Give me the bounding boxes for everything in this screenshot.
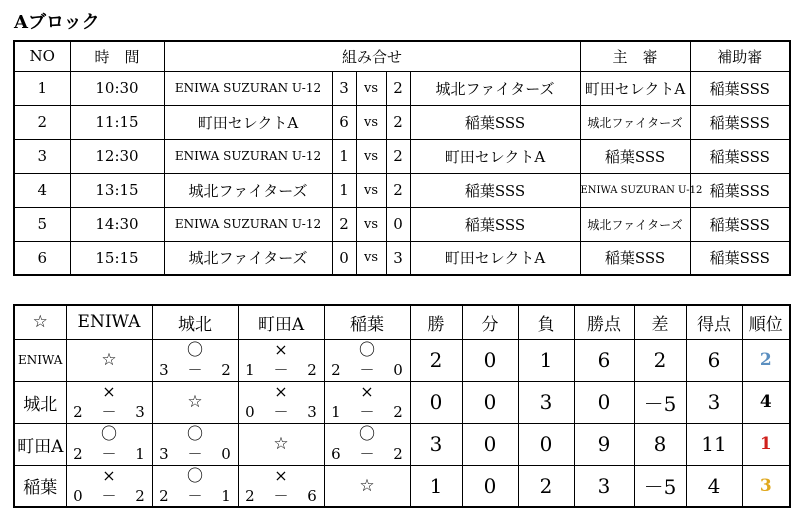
score-dash: － [359, 445, 375, 463]
away-team: 稲葉SSS [410, 173, 580, 207]
match-time: 12:30 [70, 139, 164, 173]
score-left: 2 [73, 403, 83, 421]
points: 9 [574, 423, 634, 465]
team-label: 町田A [14, 423, 66, 465]
standings-header-cell: 町田A [238, 305, 324, 339]
head-to-head-result [152, 339, 238, 381]
result-score [153, 362, 238, 378]
match-no: 5 [14, 207, 70, 241]
draws: 0 [462, 381, 518, 423]
home-team: 城北ファイターズ [164, 241, 332, 275]
win-mark-icon: 〇 [100, 424, 117, 443]
vs-label: vs [356, 173, 386, 207]
goal-diff: －5 [634, 465, 686, 507]
goals-for: 4 [686, 465, 742, 507]
score-right: 0 [221, 445, 231, 463]
referee: 城北ファイターズ [580, 105, 690, 139]
score-right: 3 [135, 403, 145, 421]
wins: 2 [410, 339, 462, 381]
head-to-head-result [324, 423, 410, 465]
result-score [239, 488, 324, 504]
goal-diff: 2 [634, 339, 686, 381]
points: 6 [574, 339, 634, 381]
self-match-cell: ☆ [152, 381, 238, 423]
standings-header-cell: ENIWA [66, 305, 152, 339]
result-score [67, 446, 152, 462]
assistant-referee: 稲葉SSS [690, 241, 790, 275]
score-right: 1 [221, 486, 231, 505]
home-score: 2 [332, 207, 356, 241]
score-right: 2 [393, 445, 403, 463]
away-score: 2 [386, 173, 410, 207]
assistant-referee: 稲葉SSS [690, 139, 790, 173]
match-no: 3 [14, 139, 70, 173]
score-dash: － [359, 361, 375, 379]
self-match-cell: ☆ [66, 339, 152, 381]
loss-mark-icon: × [102, 382, 116, 401]
score-dash: － [273, 361, 289, 379]
rank: 4 [742, 381, 790, 423]
score-left: 6 [331, 445, 341, 463]
referee: ENIWA SUZURAN U-12 [580, 173, 690, 207]
header-no: NO [14, 41, 70, 71]
win-mark-icon: 〇 [358, 424, 375, 443]
score-left: 0 [73, 486, 83, 505]
referee: 町田セレクトA [580, 71, 690, 105]
away-score: 2 [386, 139, 410, 173]
score-right: 2 [135, 486, 145, 505]
standings-header-cell: 稲葉 [324, 305, 410, 339]
match-no: 4 [14, 173, 70, 207]
score-right: 1 [135, 445, 145, 463]
goals-for: 6 [686, 339, 742, 381]
standings-header-cell: 順位 [742, 305, 790, 339]
score-left: 0 [245, 403, 255, 421]
loss-mark-icon: × [360, 382, 374, 401]
away-team: 町田セレクトA [410, 139, 580, 173]
away-team: 町田セレクトA [410, 241, 580, 275]
away-team: 稲葉SSS [410, 105, 580, 139]
standings-header-cell: 勝 [410, 305, 462, 339]
header-time: 時 間 [70, 41, 164, 71]
rank: 3 [742, 465, 790, 507]
goals-for: 11 [686, 423, 742, 465]
header-match: 組み合せ [164, 41, 580, 71]
score-dash: － [187, 361, 203, 379]
score-left: 3 [159, 361, 169, 379]
vs-label: vs [356, 241, 386, 275]
result-score [67, 404, 152, 420]
standings-header-cell: ☆ [14, 305, 66, 339]
head-to-head-result [152, 423, 238, 465]
home-team: ENIWA SUZURAN U-12 [164, 139, 332, 173]
head-to-head-result [66, 381, 152, 423]
away-score: 0 [386, 207, 410, 241]
wins: 3 [410, 423, 462, 465]
match-row [14, 173, 790, 207]
vs-label: vs [356, 139, 386, 173]
assistant-referee: 稲葉SSS [690, 71, 790, 105]
standings-header-cell: 城北 [152, 305, 238, 339]
goal-diff: －5 [634, 381, 686, 423]
home-score: 3 [332, 71, 356, 105]
score-left: 3 [159, 445, 169, 463]
score-right: 3 [307, 403, 317, 421]
assistant-referee: 稲葉SSS [690, 173, 790, 207]
result-score [325, 446, 410, 462]
head-to-head-result [66, 465, 152, 507]
standings-header-cell: 差 [634, 305, 686, 339]
head-to-head-result [238, 381, 324, 423]
match-time: 15:15 [70, 241, 164, 275]
standings-header-cell: 分 [462, 305, 518, 339]
score-left: 2 [245, 486, 255, 505]
points: 0 [574, 381, 634, 423]
match-time: 13:15 [70, 173, 164, 207]
referee: 城北ファイターズ [580, 207, 690, 241]
result-score [325, 362, 410, 378]
result-score [153, 488, 238, 504]
result-score [239, 362, 324, 378]
score-dash: － [187, 486, 203, 505]
vs-label: vs [356, 71, 386, 105]
match-time: 11:15 [70, 105, 164, 139]
rank: 2 [742, 339, 790, 381]
schedule-header-row [14, 41, 790, 71]
losses: 0 [518, 423, 574, 465]
win-mark-icon: 〇 [358, 340, 375, 359]
result-score [239, 404, 324, 420]
head-to-head-result [324, 381, 410, 423]
head-to-head-result [66, 423, 152, 465]
score-dash: － [187, 445, 203, 463]
losses: 1 [518, 339, 574, 381]
loss-mark-icon: × [102, 465, 116, 485]
vs-label: vs [356, 207, 386, 241]
head-to-head-result [152, 465, 238, 507]
home-team: ENIWA SUZURAN U-12 [164, 71, 332, 105]
score-dash: － [101, 445, 117, 463]
header-assistant: 補助審 [690, 41, 790, 71]
referee: 稲葉SSS [580, 139, 690, 173]
standings-table [13, 304, 791, 508]
losses: 2 [518, 465, 574, 507]
home-team: 城北ファイターズ [164, 173, 332, 207]
score-dash: － [101, 403, 117, 421]
home-score: 0 [332, 241, 356, 275]
score-left: 2 [73, 445, 83, 463]
match-no: 2 [14, 105, 70, 139]
standings-header-cell: 勝点 [574, 305, 634, 339]
home-score: 1 [332, 173, 356, 207]
vs-label: vs [356, 105, 386, 139]
standings-row [14, 381, 790, 423]
standings-row [14, 423, 790, 465]
score-left: 2 [331, 361, 341, 379]
standings-header-cell: 負 [518, 305, 574, 339]
standings-row [14, 339, 790, 381]
result-score [153, 446, 238, 462]
away-score: 2 [386, 71, 410, 105]
away-team: 稲葉SSS [410, 207, 580, 241]
match-row [14, 139, 790, 173]
standings-row [14, 465, 790, 507]
self-match-cell: ☆ [238, 423, 324, 465]
score-right: 2 [307, 361, 317, 379]
loss-mark-icon: × [274, 465, 288, 485]
self-match-cell: ☆ [324, 465, 410, 507]
match-time: 10:30 [70, 71, 164, 105]
wins: 0 [410, 381, 462, 423]
home-team: 町田セレクトA [164, 105, 332, 139]
head-to-head-result [238, 339, 324, 381]
draws: 0 [462, 465, 518, 507]
match-row [14, 71, 790, 105]
loss-mark-icon: × [274, 340, 288, 359]
wins: 1 [410, 465, 462, 507]
referee: 稲葉SSS [580, 241, 690, 275]
match-no: 1 [14, 71, 70, 105]
team-label: ENIWA [14, 339, 66, 381]
home-score: 6 [332, 105, 356, 139]
head-to-head-result [324, 339, 410, 381]
score-left: 1 [245, 361, 255, 379]
goal-diff: 8 [634, 423, 686, 465]
assistant-referee: 稲葉SSS [690, 207, 790, 241]
match-no: 6 [14, 241, 70, 275]
draws: 0 [462, 423, 518, 465]
match-time: 14:30 [70, 207, 164, 241]
standings-header-row [14, 305, 790, 339]
draws: 0 [462, 339, 518, 381]
result-score [67, 488, 152, 504]
score-dash: － [273, 486, 289, 505]
goals-for: 3 [686, 381, 742, 423]
score-dash: － [359, 403, 375, 421]
team-label: 稲葉 [14, 465, 66, 507]
block-title: Aブロック [14, 12, 100, 33]
home-score: 1 [332, 139, 356, 173]
score-left: 1 [331, 403, 341, 421]
score-right: 2 [393, 403, 403, 421]
score-right: 0 [393, 361, 403, 379]
match-row [14, 241, 790, 275]
result-score [325, 404, 410, 420]
away-score: 3 [386, 241, 410, 275]
standings-header-cell: 得点 [686, 305, 742, 339]
away-score: 2 [386, 105, 410, 139]
win-mark-icon: 〇 [186, 424, 203, 443]
home-team: ENIWA SUZURAN U-12 [164, 207, 332, 241]
score-right: 2 [221, 361, 231, 379]
rank: 1 [742, 423, 790, 465]
score-right: 6 [307, 486, 317, 505]
assistant-referee: 稲葉SSS [690, 105, 790, 139]
score-dash: － [273, 403, 289, 421]
score-dash: － [101, 486, 117, 505]
win-mark-icon: 〇 [186, 465, 203, 485]
away-team: 城北ファイターズ [410, 71, 580, 105]
match-schedule-table [13, 40, 791, 276]
score-left: 2 [159, 486, 169, 505]
head-to-head-result [238, 465, 324, 507]
team-label: 城北 [14, 381, 66, 423]
win-mark-icon: 〇 [186, 340, 203, 359]
loss-mark-icon: × [274, 382, 288, 401]
match-row [14, 207, 790, 241]
losses: 3 [518, 381, 574, 423]
points: 3 [574, 465, 634, 507]
match-row [14, 105, 790, 139]
header-referee: 主 審 [580, 41, 690, 71]
